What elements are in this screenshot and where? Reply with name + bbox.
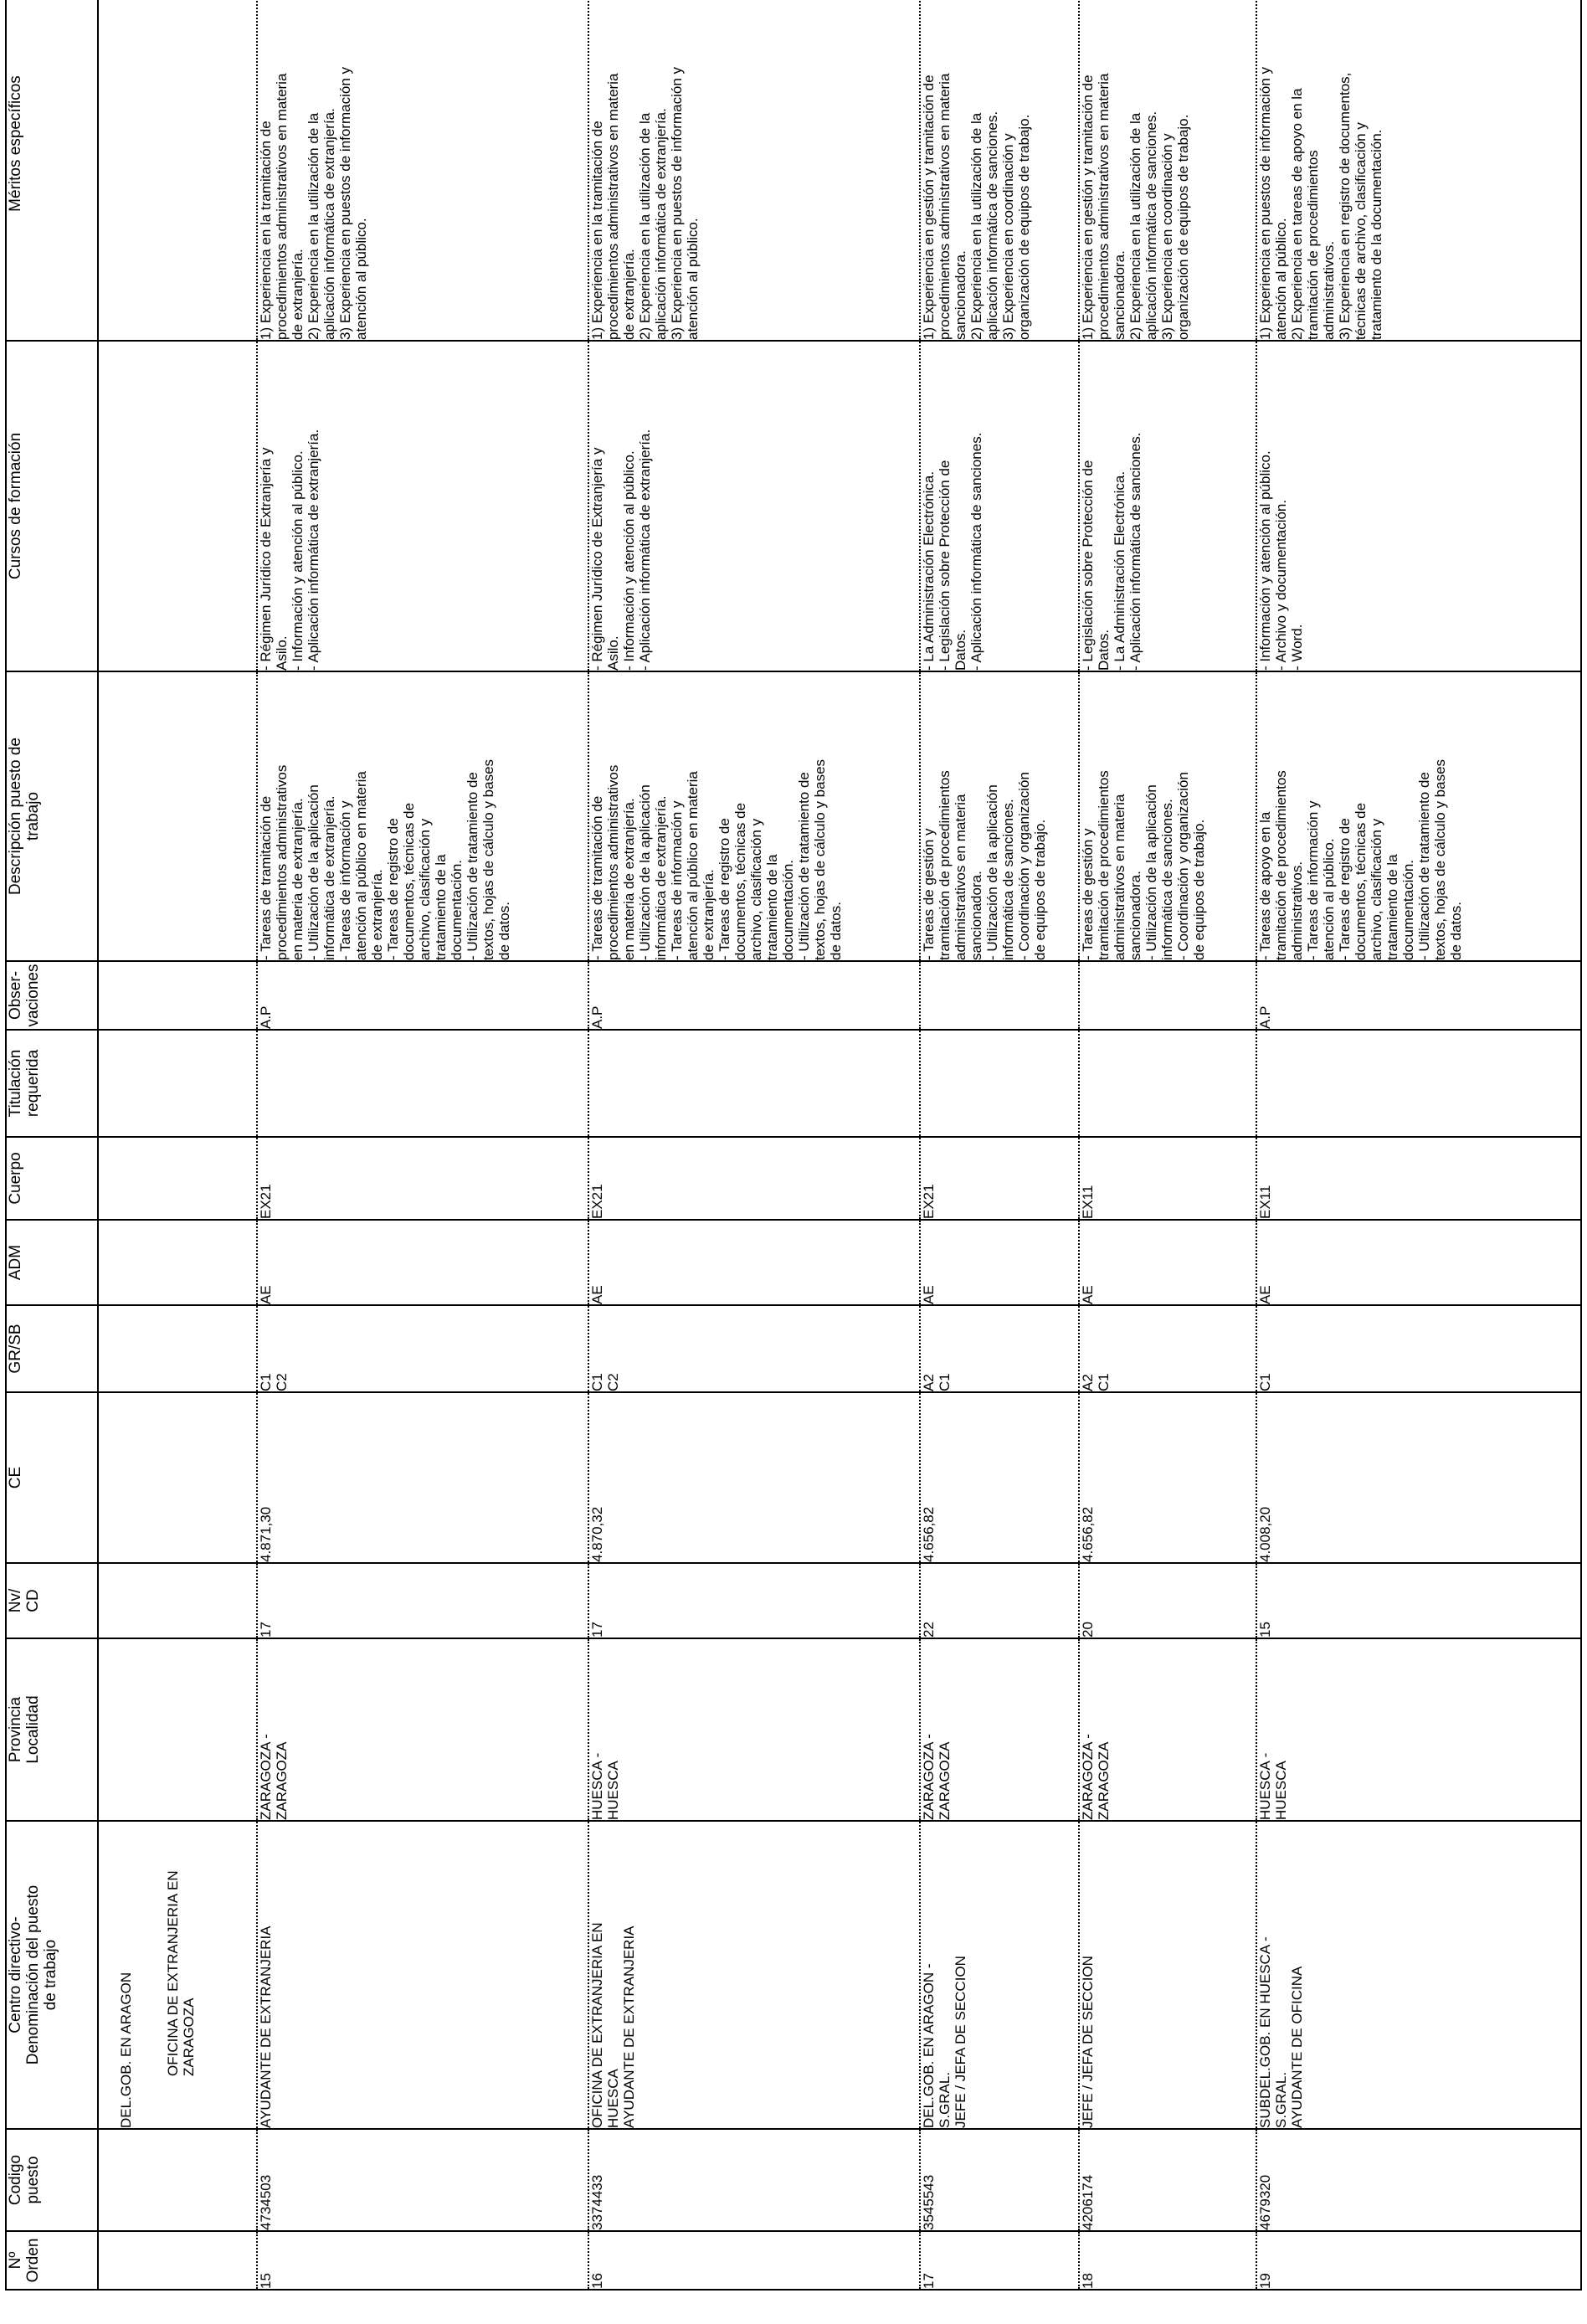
cell-nivel: 22 bbox=[920, 1563, 1079, 1638]
cell-grsb: A2 C1 bbox=[920, 1305, 1079, 1392]
cell-codigo: 4734503 bbox=[257, 2129, 588, 2231]
cell-descripcion: - Tareas de tramitación de procedimientos administrativos en materia de extranjería. - Utilización de la aplicación informática de extranjería. - Tareas de información y atención al público en materia de extranjería. - Tareas de registro de documentos, técnicas de archivo, clasificación y tratamiento de la documentación. - Utilización de tratamiento de textos, hojas de cálculo y bases de datos. bbox=[588, 671, 920, 961]
cell-org: SUBDEL.GOB. EN HUESCA - S.GRAL. bbox=[1257, 1936, 1289, 2128]
cell-titulacion bbox=[920, 1030, 1079, 1137]
cell-ce: 4.656,82 bbox=[1079, 1392, 1256, 1563]
header-cursos: Cursos de formación bbox=[6, 341, 98, 671]
cell-titulacion bbox=[1079, 1030, 1256, 1137]
table-row bbox=[920, 0, 1079, 2290]
cell-grsb: C1 bbox=[1256, 1305, 1581, 1392]
cell-orden: 18 bbox=[1079, 2231, 1256, 2290]
header-descripcion: Descripción puesto de trabajo bbox=[6, 671, 98, 961]
header-meritos: Méritos específicos bbox=[6, 0, 98, 341]
cell-titulacion bbox=[588, 1030, 920, 1137]
cell-meritos: 1) Experiencia en la tramitación de procedimientos administrativos en materia de extranjería. 2) Experiencia en la utilización de la aplicación informática de extranjería. 3) Experiencia en puestos de información y atención al público. bbox=[588, 0, 920, 341]
header-cuerpo: Cuerpo bbox=[6, 1137, 98, 1220]
cell-codigo: 4206174 bbox=[1079, 2129, 1256, 2231]
org-header-line1: DEL.GOB. EN ARAGON bbox=[118, 1972, 134, 2128]
cell-codigo: 4679320 bbox=[1256, 2129, 1581, 2231]
cell-observaciones: A.P bbox=[257, 961, 588, 1030]
cell-denominacion: AYUDANTE DE OFICINA bbox=[1289, 1966, 1305, 2128]
cell-cursos: - La Administración Electrónica. - Legislación sobre Protección de Datos. - Aplicación informática de sanciones. bbox=[920, 341, 1079, 671]
cell-cursos: - Régimen Jurídico de Extranjería y Asilo. - Información y atención al público. - Aplicación informática de extranjería. bbox=[588, 341, 920, 671]
header-observaciones: Obser- vaciones bbox=[6, 961, 98, 1030]
cell-nivel: 20 bbox=[1079, 1563, 1256, 1638]
cell-titulacion bbox=[1256, 1030, 1581, 1137]
cell-nivel: 17 bbox=[257, 1563, 588, 1638]
cell-descripcion: - Tareas de gestión y tramitación de procedimientos administrativos en materia sancionadora. - Utilización de la aplicación informática de sanciones. - Coordinación y organización de equipos de trabajo. bbox=[1079, 671, 1256, 961]
cell-observaciones bbox=[920, 961, 1079, 1030]
cell-adm: AE bbox=[257, 1220, 588, 1305]
cell-orden: 19 bbox=[1256, 2231, 1581, 2290]
cell-codigo: 3545543 bbox=[920, 2129, 1079, 2231]
cell-cuerpo: EX21 bbox=[588, 1137, 920, 1220]
cell-meritos: 1) Experiencia en la tramitación de procedimientos administrativos en materia de extranjería. 2) Experiencia en la utilización de la aplicación informática de extranjería. 3) Experiencia en puestos de información y atención al público. bbox=[257, 0, 588, 341]
cell-denominacion: AYUDANTE DE EXTRANJERIA bbox=[258, 1926, 274, 2128]
cell-observaciones: A.P bbox=[588, 961, 920, 1030]
cell-org: OFICINA DE EXTRANJERIA EN HUESCA bbox=[589, 1922, 621, 2128]
org-header-line2: OFICINA DE EXTRANJERIA EN ZARAGOZA bbox=[165, 1870, 197, 2076]
cell-provincia: ZARAGOZA - ZARAGOZA bbox=[257, 1638, 588, 1821]
table-row bbox=[588, 0, 920, 2290]
header-adm: ADM bbox=[6, 1220, 98, 1305]
cell-cuerpo: EX11 bbox=[1079, 1137, 1256, 1220]
cell-grsb: C1 C2 bbox=[588, 1305, 920, 1392]
cell-provincia: ZARAGOZA - ZARAGOZA bbox=[1079, 1638, 1256, 1821]
header-centro: Centro directivo- Denominación del puesto de trabajo bbox=[6, 1821, 98, 2129]
cell-descripcion: - Tareas de tramitación de procedimientos administrativos en materia de extranjería. - Utilización de la aplicación informática de extranjería. - Tareas de información y atención al público en materia de extranjería. - Tareas de registro de documentos, técnicas de archivo, clasificación y tratamiento de la documentación. - Utilización de tratamiento de textos, hojas de cálculo y bases de datos. bbox=[257, 671, 588, 961]
cell-org: DEL.GOB. EN ARAGON - S.GRAL. bbox=[921, 1963, 953, 2128]
cell-provincia: HUESCA - HUESCA bbox=[1256, 1638, 1581, 1821]
cell-adm: AE bbox=[920, 1220, 1079, 1305]
cell-meritos: 1) Experiencia en gestión y tramitación de procedimientos administrativos en materia sancionadora. 2) Experiencia en la utilización de la aplicación informática de sanciones. 3) Experiencia en coordinación y organización de equipos de trabajo. bbox=[1079, 0, 1256, 341]
header-orden: Nº Orden bbox=[6, 2231, 98, 2290]
header-titulacion: Titulación requerida bbox=[6, 1030, 98, 1137]
cell-cursos: - Régimen Jurídico de Extranjería y Asilo. - Información y atención al público. - Aplicación informática de extranjería. bbox=[257, 341, 588, 671]
cell-ce: 4.656,82 bbox=[920, 1392, 1079, 1563]
header-grsb: GR/SB bbox=[6, 1305, 98, 1392]
header-nivel: Nv/ CD bbox=[6, 1563, 98, 1638]
cell-observaciones bbox=[1079, 961, 1256, 1030]
cell-nivel: 15 bbox=[1256, 1563, 1581, 1638]
cell-orden: 17 bbox=[920, 2231, 1079, 2290]
cell-provincia: ZARAGOZA - ZARAGOZA bbox=[920, 1638, 1079, 1821]
cell-descripcion: - Tareas de gestión y tramitación de procedimientos administrativos en materia sancionadora. - Utilización de la aplicación informática de sanciones. - Coordinación y organización de equipos de trabajo. bbox=[920, 671, 1079, 961]
header-ce: CE bbox=[6, 1392, 98, 1563]
cell-ce: 4.008,20 bbox=[1256, 1392, 1581, 1563]
cell-denominacion: JEFE / JEFA DE SECCION bbox=[953, 1956, 968, 2128]
cell-ce: 4.871,30 bbox=[257, 1392, 588, 1563]
cell-cuerpo: EX21 bbox=[920, 1137, 1079, 1220]
cell-codigo: 3374433 bbox=[588, 2129, 920, 2231]
cell-grsb: A2 C1 bbox=[1079, 1305, 1256, 1392]
cell-adm: AE bbox=[1256, 1220, 1581, 1305]
cell-cursos: - Información y atención al público. - Archivo y documentación. - Word. bbox=[1256, 341, 1581, 671]
cell-adm: AE bbox=[1079, 1220, 1256, 1305]
table-row bbox=[1079, 0, 1256, 2290]
job-positions-table bbox=[5, 0, 1582, 2291]
cell-cuerpo: EX21 bbox=[257, 1137, 588, 1220]
cell-adm: AE bbox=[588, 1220, 920, 1305]
cell-denominacion: AYUDANTE DE EXTRANJERIA bbox=[621, 1926, 637, 2128]
header-codigo: Codigo puesto bbox=[6, 2129, 98, 2231]
cell-nivel: 17 bbox=[588, 1563, 920, 1638]
cell-cursos: - Legislación sobre Protección de Datos. - La Administración Electrónica. - Aplicación informática de sanciones. bbox=[1079, 341, 1256, 671]
cell-meritos: 1) Experiencia en puestos de información y atención al público. 2) Experiencia en tareas de apoyo en la tramitación de procedimientos administrativos. 3) Experiencia en registro de documentos, técnicas de archivo, clasificación y tratamiento de la documentación. bbox=[1256, 0, 1581, 341]
header-provincia: Provincia Localidad bbox=[6, 1638, 98, 1821]
table-row bbox=[1256, 0, 1581, 2290]
cell-observaciones: A.P bbox=[1256, 961, 1581, 1030]
cell-descripcion: - Tareas de apoyo en la tramitación de procedimientos administrativos. - Tareas de información y atención al público. - Tareas de registro de documentos, técnicas de archivo, clasificación y tratamiento de la documentación. - Utilización de tratamiento de textos, hojas de cálculo y bases de datos. bbox=[1256, 671, 1581, 961]
table-row bbox=[257, 0, 588, 2290]
cell-orden: 16 bbox=[588, 2231, 920, 2290]
cell-meritos: 1) Experiencia en gestión y tramitación de procedimientos administrativos en materia sancionadora. 2) Experiencia en la utilización de la aplicación informática de sanciones. 3) Experiencia en coordinación y organización de equipos de trabajo. bbox=[920, 0, 1079, 341]
cell-denominacion: JEFE / JEFA DE SECCION bbox=[1080, 1956, 1096, 2128]
header-row bbox=[6, 0, 98, 2290]
cell-cuerpo: EX11 bbox=[1256, 1137, 1581, 1220]
org-header-row bbox=[98, 0, 257, 2290]
cell-orden: 15 bbox=[257, 2231, 588, 2290]
cell-provincia: HUESCA - HUESCA bbox=[588, 1638, 920, 1821]
cell-titulacion bbox=[257, 1030, 588, 1137]
cell-ce: 4.870,32 bbox=[588, 1392, 920, 1563]
cell-grsb: C1 C2 bbox=[257, 1305, 588, 1392]
